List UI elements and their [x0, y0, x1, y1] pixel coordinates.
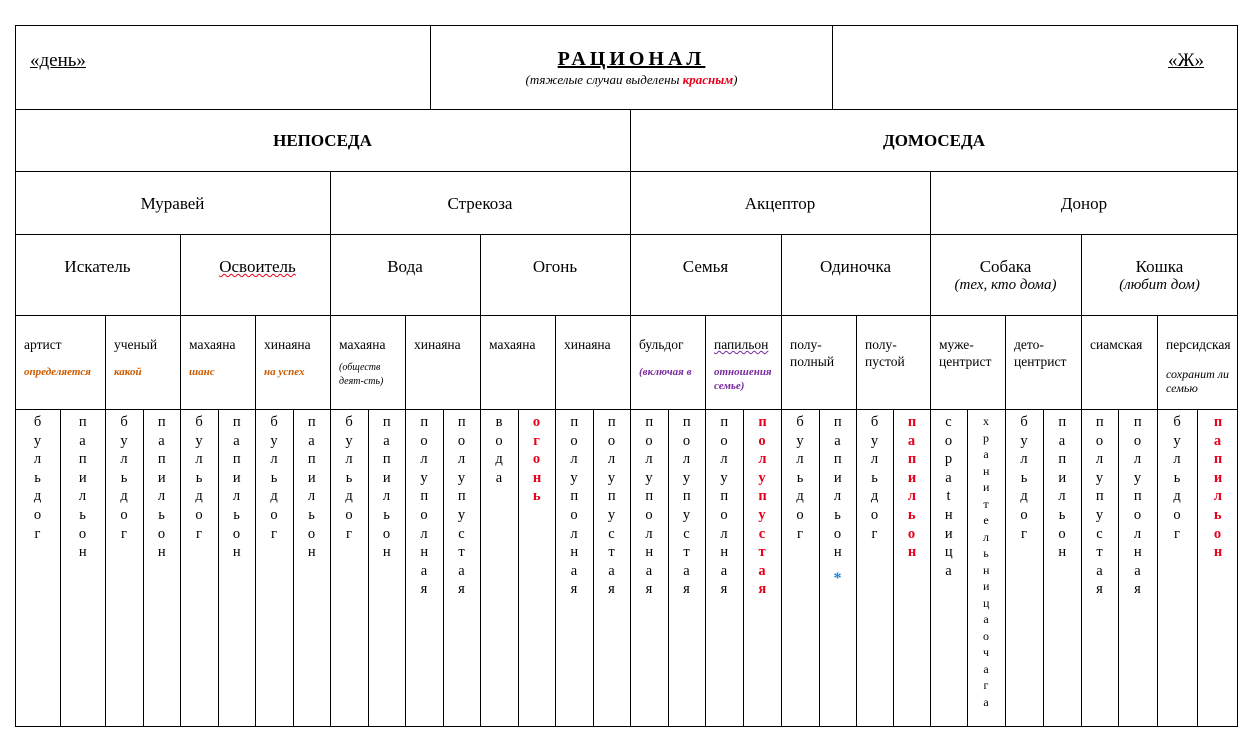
asterisk-mark: *	[833, 569, 842, 587]
vertical-word-text: папильон	[833, 414, 842, 561]
subgroup-cell	[114, 336, 177, 379]
vertical-word	[1005, 413, 1043, 543]
type-donor: Донор	[1060, 194, 1108, 213]
subgroup-cell	[564, 336, 627, 353]
subtype-sobaka: Собака	[979, 257, 1032, 276]
vertical-word	[218, 413, 255, 562]
vertical-word-text: папильон	[78, 414, 87, 561]
subgroup-cell	[639, 336, 702, 379]
vertical-word	[630, 413, 668, 599]
vertical-word	[1043, 413, 1081, 562]
subgroup-note: сохранит ли семью	[1166, 367, 1229, 395]
vertical-word	[330, 413, 368, 543]
subgroup-cell	[1014, 336, 1078, 370]
subtype-koshka-note: (любит дом)	[1119, 277, 1200, 293]
subtype-iskatel: Искатель	[64, 257, 131, 276]
subgroup-label: полу-	[790, 337, 822, 352]
vertical-word	[781, 413, 819, 543]
subgroup-label-2: полный	[790, 354, 835, 369]
vertical-word-text: бульдог	[120, 414, 128, 542]
vertical-word	[293, 413, 330, 562]
vertical-word	[368, 413, 405, 562]
vertical-word-text: огонь	[532, 414, 542, 505]
vertical-word	[15, 413, 60, 543]
subgroup-label: муже-	[939, 337, 974, 352]
col-divider	[832, 25, 833, 109]
vertical-word-text: сорatница	[944, 414, 953, 579]
vertical-word-text: бульдог	[870, 414, 879, 542]
vertical-word	[819, 413, 856, 588]
vertical-word-text: папильон	[382, 414, 391, 561]
subgroup-label-2: центрист	[1014, 354, 1067, 369]
subgroup-cell	[189, 336, 252, 379]
row-divider	[15, 109, 1238, 110]
vertical-word	[555, 413, 593, 599]
vertical-word	[593, 413, 630, 599]
subgroup-label: махаяна	[189, 337, 236, 352]
subtype-sobaka-note: (тех, кто дома)	[954, 277, 1057, 293]
vertical-word	[255, 413, 293, 543]
subgroup-note: отношения семье)	[714, 366, 772, 392]
type-strekoza: Стрекоза	[447, 194, 513, 213]
subgroup-label-2: пустой	[865, 354, 905, 369]
vertical-word-text: полупустая	[457, 414, 466, 598]
vertical-word-text: бульдог	[195, 414, 203, 542]
vertical-word-text: полуполная	[570, 414, 579, 598]
vertical-word	[180, 413, 218, 543]
vertical-word-text: папильон	[307, 414, 316, 561]
type-akceptor: Акцептор	[744, 194, 816, 213]
header-left-label: «день»	[30, 50, 86, 71]
subgroup-note: (включая в	[639, 366, 692, 378]
subgroup-label: полу-	[865, 337, 897, 352]
row-divider	[15, 315, 1238, 316]
vertical-word	[143, 413, 180, 562]
vertical-word	[743, 413, 781, 599]
type-muravey: Муравей	[140, 194, 205, 213]
vertical-word-text: папильон	[1213, 414, 1223, 561]
subgroup-label: хинаяна	[564, 337, 611, 352]
subgroup-note: на успех	[264, 366, 305, 378]
subgroup-cell	[24, 336, 102, 379]
subtype-odinochka: Одиночка	[819, 257, 892, 276]
subgroup-label-2: центрист	[939, 354, 992, 369]
vertical-word-text: полуполная	[1133, 414, 1142, 598]
subgroup-note: какой	[114, 366, 142, 378]
subgroup-cell	[264, 336, 327, 379]
vertical-word-text: вода	[495, 414, 503, 486]
category-domoseda: ДОМОСЕДА	[883, 131, 985, 150]
category-neposeda: НЕПОСЕДА	[273, 131, 372, 150]
subgroup-cell	[414, 336, 477, 353]
vertical-word-text: папильон	[232, 414, 241, 561]
vertical-word-text: хранительница очага	[983, 414, 992, 709]
subtype-osvoitel: Освоитель	[219, 257, 296, 276]
subgroup-label: персидская	[1166, 337, 1231, 352]
subtype-voda: Вода	[387, 257, 423, 276]
subgroup-label: махаяна	[489, 337, 536, 352]
vertical-word-text: бульдог	[270, 414, 278, 542]
subgroup-label: папильон	[714, 337, 769, 352]
row-divider	[15, 171, 1238, 172]
subgroup-cell	[339, 336, 402, 389]
vertical-word	[480, 413, 518, 487]
subgroup-cell	[1090, 336, 1154, 353]
subgroup-label: махаяна	[339, 337, 386, 352]
subgroup-label: хинаяна	[414, 337, 461, 352]
row-divider	[15, 409, 1238, 410]
subgroup-cell	[489, 336, 552, 353]
subgroup-cell	[865, 336, 927, 370]
vertical-word-text: папильон	[1058, 414, 1067, 561]
subgroup-label: хинаяна	[264, 337, 311, 352]
vertical-word	[1157, 413, 1197, 543]
subgroup-label: дето-	[1014, 337, 1044, 352]
subtitle-red-word: красным	[682, 72, 734, 87]
subgroup-label: артист	[24, 337, 62, 352]
subgroup-label: бульдог	[639, 337, 684, 352]
vertical-word	[443, 413, 480, 599]
vertical-word-text: полупустая	[1095, 414, 1104, 598]
header-right-label: «Ж»	[1168, 50, 1205, 71]
vertical-word-text: полупустая	[607, 414, 616, 598]
vertical-word-text: полуполная	[720, 414, 729, 598]
vertical-word-text: бульдог	[796, 414, 804, 542]
vertical-word	[105, 413, 143, 543]
vertical-word-text: бульдог	[345, 414, 353, 542]
vertical-word-text: бульдог	[1173, 414, 1181, 542]
vertical-word-text: папильон	[907, 414, 917, 561]
subgroup-cell	[714, 336, 778, 393]
vertical-word	[1197, 413, 1238, 562]
row-divider	[15, 234, 1238, 235]
subgroup-note: (обществ деят-сть)	[339, 362, 384, 387]
vertical-word	[518, 413, 555, 506]
vertical-word	[967, 413, 1005, 710]
subtitle-suffix: )	[733, 72, 738, 87]
vertical-word-text: папильон	[157, 414, 166, 561]
vertical-word	[705, 413, 743, 599]
vertical-word-text: бульдог	[1020, 414, 1028, 542]
subgroup-cell	[790, 336, 853, 370]
subgroup-cell	[1166, 336, 1235, 395]
vertical-word	[405, 413, 443, 599]
subtype-ogon: Огонь	[532, 257, 578, 276]
vertical-word	[930, 413, 967, 580]
subgroup-note: шанс	[189, 366, 215, 378]
vertical-word-text: полупустая	[758, 414, 767, 598]
subtype-koshka: Кошка	[1135, 257, 1184, 276]
vertical-word	[60, 413, 105, 562]
subgroup-note: определяется	[24, 366, 91, 378]
subgroup-label: сиамская	[1090, 337, 1143, 352]
vertical-word	[893, 413, 930, 562]
page-subtitle	[431, 72, 832, 88]
vertical-word	[1118, 413, 1157, 599]
subgroup-cell	[939, 336, 1002, 370]
subtitle-prefix: (тяжелые случаи выделены	[525, 72, 683, 87]
subgroup-label: ученый	[114, 337, 158, 352]
vertical-word-text: полупустая	[682, 414, 691, 598]
vertical-word	[668, 413, 705, 599]
subtype-semya: Семья	[682, 257, 729, 276]
vertical-word-text: полуполная	[645, 414, 654, 598]
vertical-word	[856, 413, 893, 543]
vertical-word-text: полуполная	[420, 414, 429, 598]
vertical-word	[1081, 413, 1118, 599]
page-title: РАЦИОНАЛ	[557, 48, 706, 70]
vertical-word-text: бульдог	[33, 414, 42, 542]
